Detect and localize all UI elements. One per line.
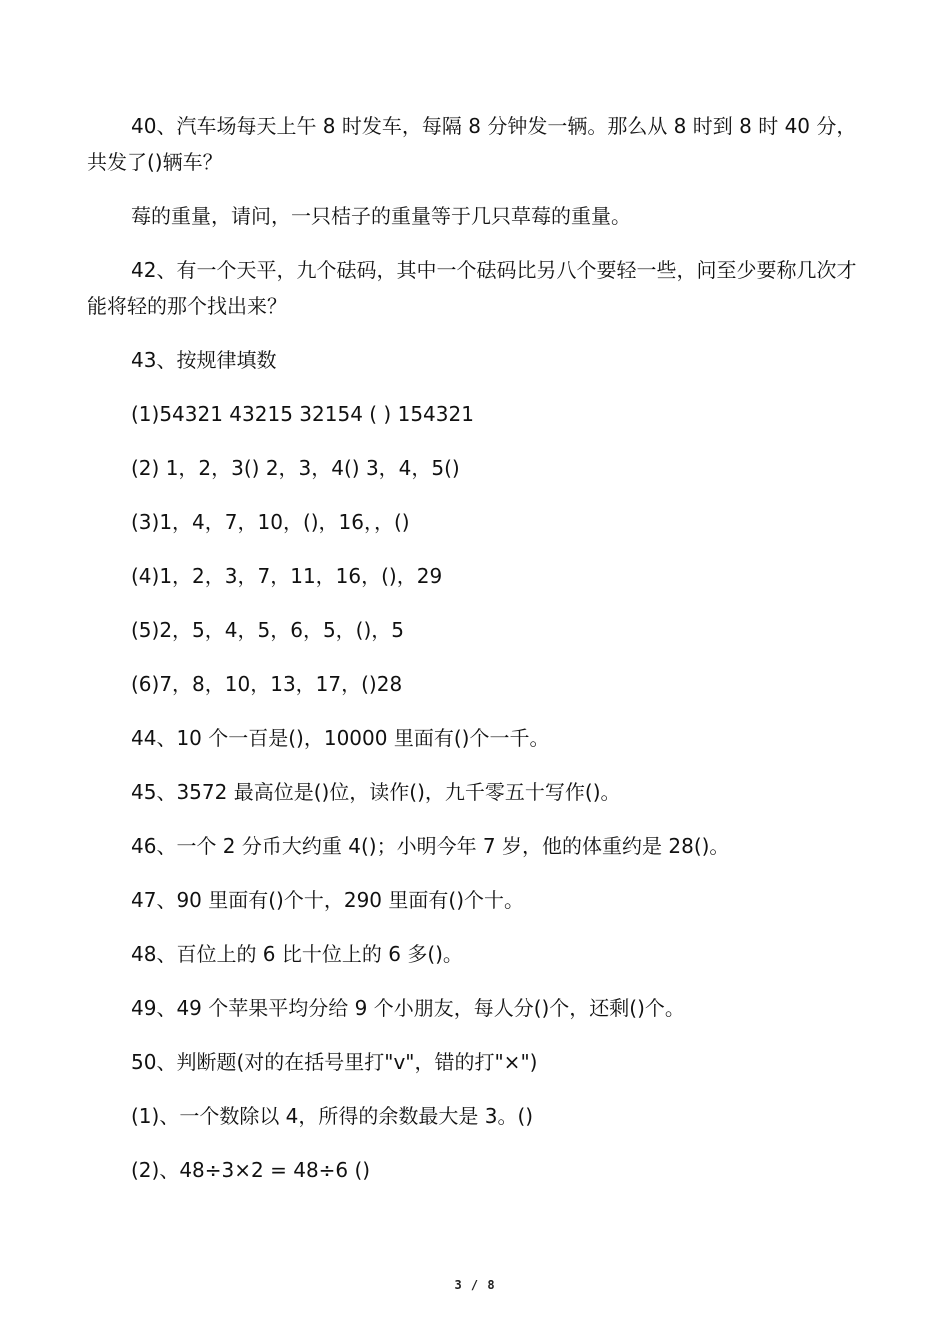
question-43-part-5: (5)2，5，4，5，6，5，()，5 xyxy=(131,618,405,642)
question-48: 48、百位上的 6 比十位上的 6 多()。 xyxy=(131,942,463,966)
question-43-heading: 43、按规律填数 xyxy=(131,348,277,372)
question-43-part-6: (6)7，8，10，13，17，()28 xyxy=(131,672,403,696)
page-number: 3 / 8 xyxy=(454,1278,496,1292)
question-50-heading: 50、判断题(对的在括号里打"v"，错的打"×") xyxy=(131,1050,538,1074)
question-46: 46、一个 2 分币大约重 4()；小明今年 7 岁，他的体重约是 28()。 xyxy=(131,834,730,858)
question-43-part-3: (3)1，4，7，10，()，16，，() xyxy=(131,510,410,534)
question-44: 44、10 个一百是()，10000 里面有()个一千。 xyxy=(131,726,550,750)
question-41-fragment: 莓的重量，请问，一只桔子的重量等于几只草莓的重量。 xyxy=(131,204,631,228)
question-43-part-1: (1)54321 43215 32154 ( ) 154321 xyxy=(131,402,474,426)
question-45: 45、3572 最高位是()位，读作()，九千零五十写作()。 xyxy=(131,780,621,804)
question-43-part-2: (2) 1，2，3() 2，3，4() 3，4，5() xyxy=(131,456,460,480)
question-47: 47、90 里面有()个十，290 里面有()个十。 xyxy=(131,888,524,912)
question-43-part-4: (4)1，2，3，7，11，16，()，29 xyxy=(131,564,443,588)
document-body xyxy=(87,108,862,1188)
question-40: 40、汽车场每天上午 8 时发车，每隔 8 分钟发一辆。那么从 8 时到 8 时 40 分，共发了()辆车？ xyxy=(87,114,857,174)
question-49: 49、49 个苹果平均分给 9 个小朋友，每人分()个，还剩()个。 xyxy=(131,996,685,1020)
question-50-part-2: (2)、48÷3×2 = 48÷6 () xyxy=(131,1158,371,1182)
question-42: 42、有一个天平，九个砝码，其中一个砝码比另八个要轻一些，问至少要称几次才能将轻的那个找出来？ xyxy=(87,258,857,318)
question-50-part-1: (1)、一个数除以 4，所得的余数最大是 3。() xyxy=(131,1104,534,1128)
